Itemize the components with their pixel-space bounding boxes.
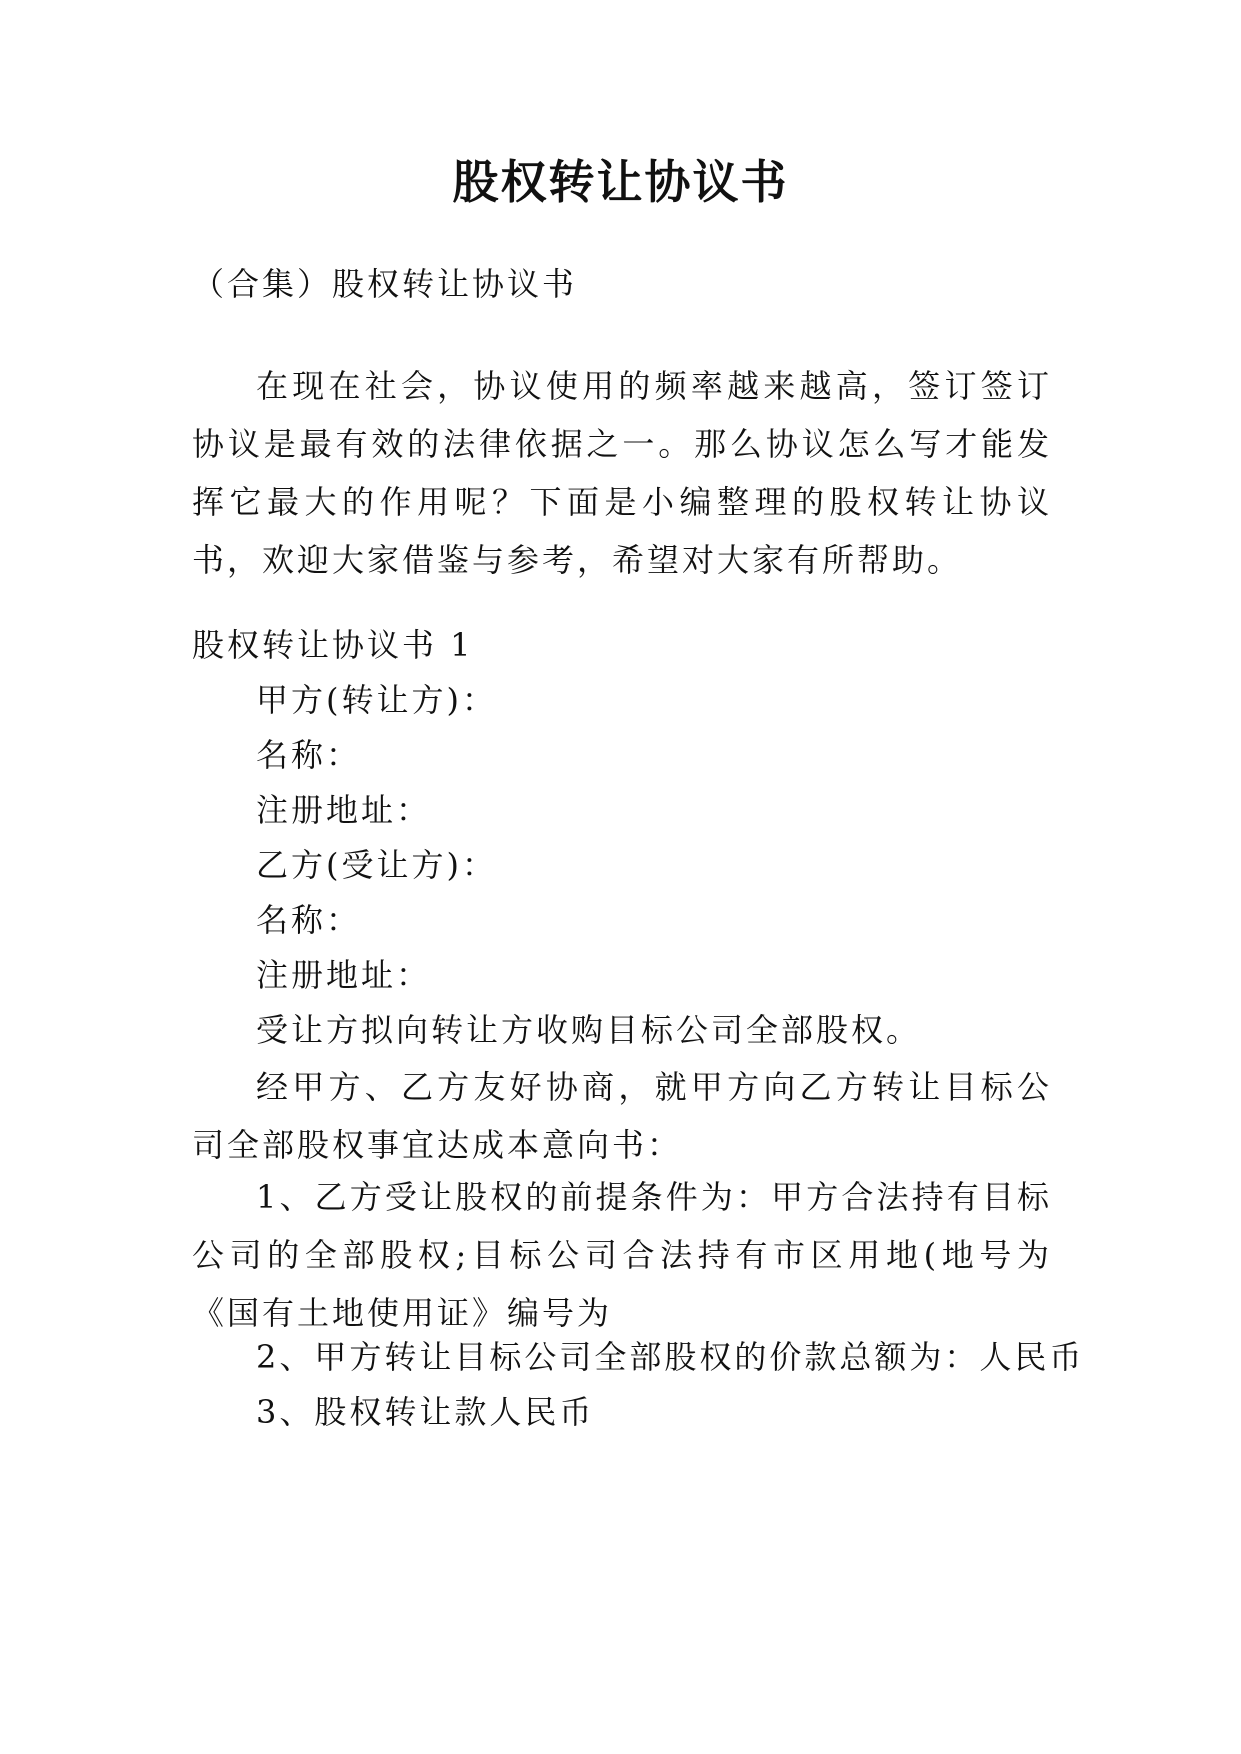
party-a-name-label: 名称：: [256, 736, 362, 774]
statement-line: 受让方拟向转让方收购目标公司全部股权。: [256, 1011, 922, 1049]
party-b-heading: 乙方(受让方)：: [256, 846, 497, 884]
intro-paragraph: 在现在社会，协议使用的频率越来越高，签订签订协议是最有效的法律依据之一。那么协议怎么写才能发挥它最大的作用呢？下面是小编整理的股权转让协议书，欢迎大家借鉴与参考，希望对大家有所帮助。: [192, 367, 1052, 579]
party-a-heading: 甲方(转让方)：: [256, 681, 497, 719]
party-a-address-label: 注册地址：: [256, 791, 432, 829]
clause-3: 3、股权转让款人民币: [256, 1393, 595, 1431]
document-title: 股权转让协议书: [452, 155, 789, 209]
party-b-name-label: 名称：: [256, 901, 362, 939]
clause-2: 2、甲方转让目标公司全部股权的价款总额为：人民币: [256, 1338, 1085, 1376]
party-b-address-label: 注册地址：: [256, 956, 432, 994]
section-heading: 股权转让协议书 1: [192, 626, 474, 664]
clause-1: 1、乙方受让股权的前提条件为：甲方合法持有目标公司的全部股权;目标公司合法持有市区用地(地号为《国有土地使用证》编号为: [192, 1178, 1052, 1332]
document-subtitle: （合集）股权转让协议书: [192, 265, 578, 303]
negotiation-paragraph: 经甲方、乙方友好协商，就甲方向乙方转让目标公司全部股权事宜达成本意向书：: [192, 1068, 1052, 1164]
